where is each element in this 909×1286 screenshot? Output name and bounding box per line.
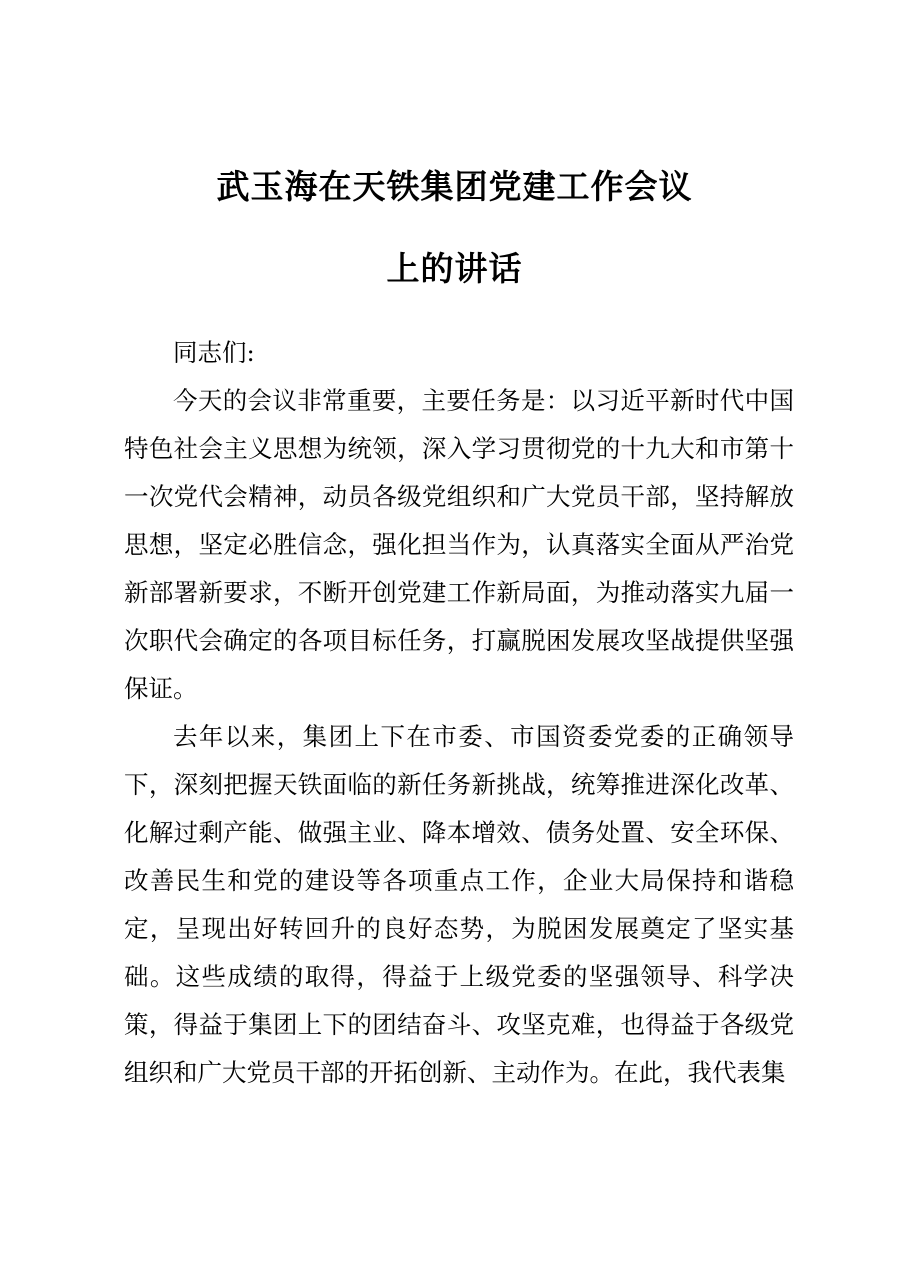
body-paragraph-1: 今天的会议非常重要，主要任务是：以习近平新时代中国特色社会主义思想为统领，深入学习贯彻党的十九大和市第十一次党代会精神，动员各级党组织和广大党员干部，坚持解放思想，坚定必胜信念，强化担当作为，认真落实全面从严治党新部署新要求，不断开创党建工作新局面，为推动落实九届一次职代会确定的各项目标任务，打赢脱困发展攻坚战提供坚强保证。	[124, 386, 794, 703]
body-paragraph-2: 去年以来，集团上下在市委、市国资委党委的正确领导下，深刻把握天铁面临的新任务新挑战，统筹推进深化改革、化解过剩产能、做强主业、降本增效、债务处置、安全环保、改善民生和党的建设等各项重点工作，企业大局保持和谐稳定，呈现出好转回升的良好态势，为脱困发展奠定了坚实基础。这些成绩的取得，得益于上级党委的坚强领导、科学决策，得益于集团上下的团结奋斗、攻坚克难，也得益于各级党组织和广大党员干部的开拓创新、主动作为。在此，我代表集	[124, 722, 794, 1087]
document-title-line-2: 上的讲话	[386, 249, 523, 288]
salutation: 同志们:	[173, 338, 255, 367]
document-title-line-1: 武玉海在天铁集团党建工作会议	[216, 167, 693, 206]
